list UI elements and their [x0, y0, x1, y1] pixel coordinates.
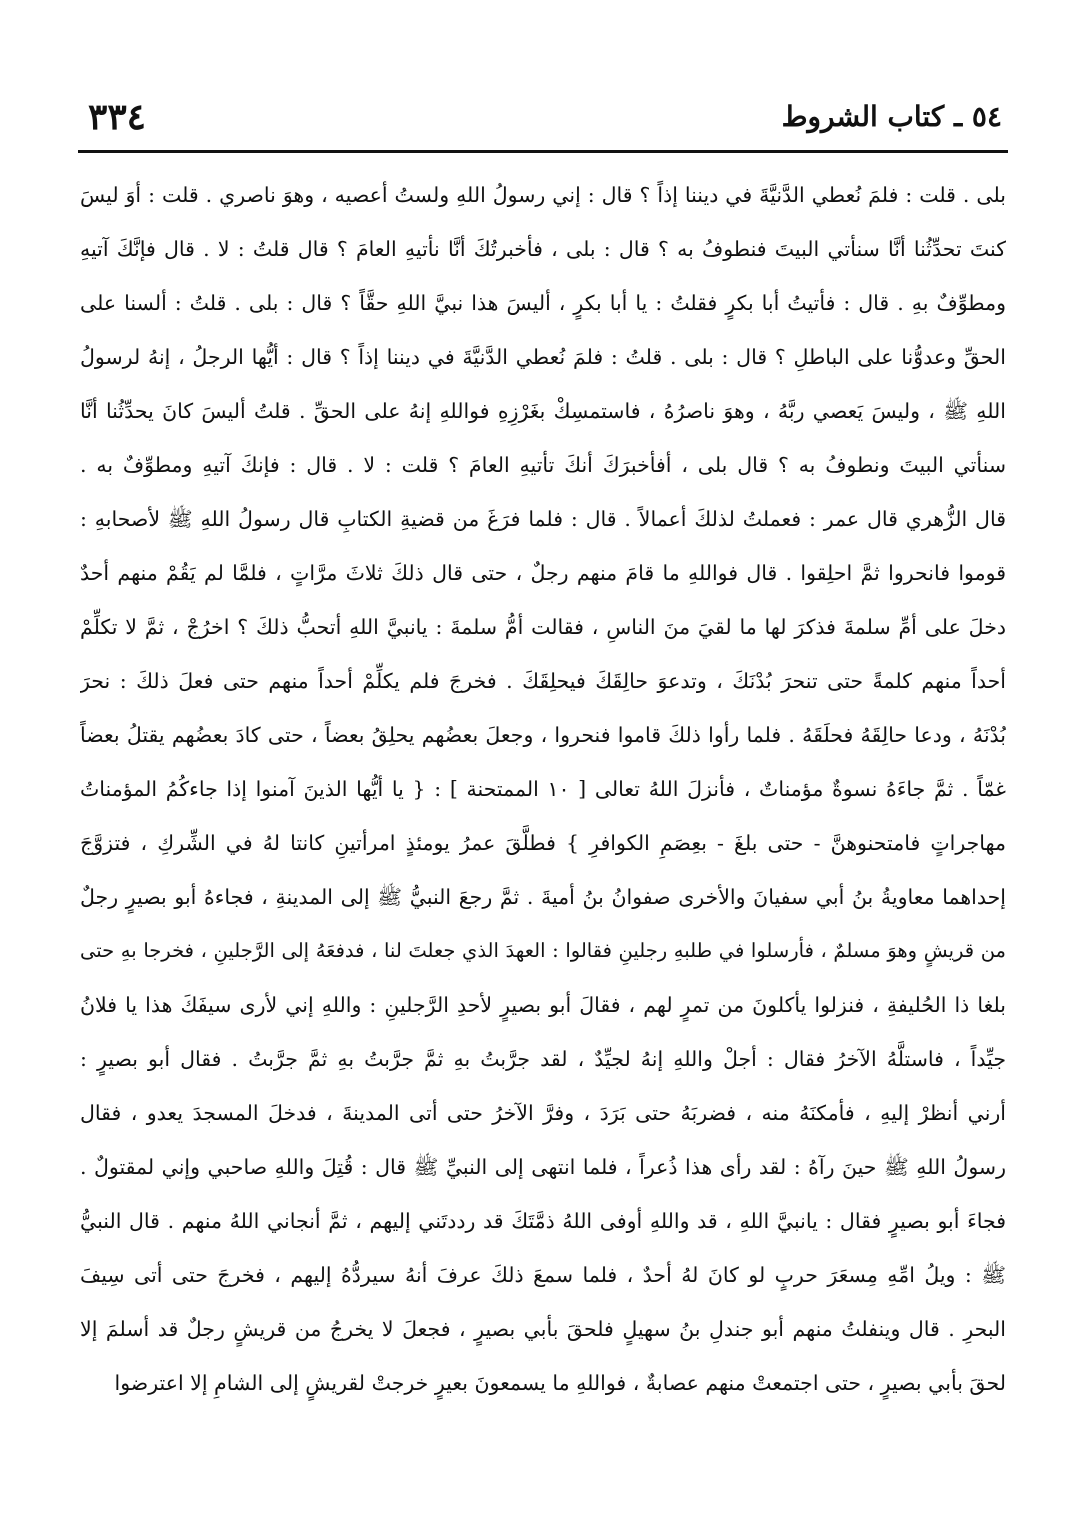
text-line: غمّاً . ثمَّ جاءَهُ نسوةٌ مؤمناتٌ ، فأنزلَ اللهُ تعالى [ ١٠ الممتحنة ] : { يا أيُّها الذينَ آمنوا إذا جاءكُمُ المؤمناتُ	[80, 777, 1006, 801]
text-line: جيِّداً ، فاستلَّهُ الآخرُ فقال : أجلْ واللهِ إنهُ لجيِّدٌ ، لقد جرَّبتُ بهِ ثمَّ جرَّبتُ بهِ ثمَّ جرَّبتُ . فقال أبو بصيرٍ :	[80, 1047, 1006, 1071]
text-line: بلى . قلت : فلمَ نُعطي الدَّنيَّةَ في ديننا إذاً ؟ قال : إني رسولُ اللهِ ولستُ أعصيه ، وهوَ ناصري . قلت : أوَ ليسَ	[80, 183, 1006, 207]
text-line: من قريشٍ وهوَ مسلمٌ ، فأرسلوا في طلبهِ رجلينِ فقالوا : العهدَ الذي جعلتَ لنا ، فدفعَهُ إلى الرَّجلينِ ، فخرجا بهِ حتى	[80, 939, 1006, 962]
text-line: سنأتي البيتَ ونطوفُ به ؟ قال بلى ، أفأخبرَكَ أنكَ تأتيهِ العامَ ؟ قلت : لا . قال : فإنكَ آتيهِ ومطوِّفٌ به .	[80, 453, 1006, 477]
text-line: البحرِ . قال وينفلتُ منهم أبو جندلِ بنُ سهيلٍ فلحقَ بأبي بصيرٍ ، فجعلَ لا يخرجُ من قريشٍ رجلٌ قد أسلمَ إلا	[80, 1317, 1006, 1341]
body-text	[80, 168, 1006, 1410]
text-line: أرني أنظرْ إليهِ ، فأمكنَهُ منه ، فضربَهُ حتى بَرَدَ ، وفرَّ الآخرُ حتى أتى المدينةَ ، فدخلَ المسجدَ يعدو ، فقال	[80, 1101, 1006, 1125]
text-line: لحقَ بأبي بصيرٍ ، حتى اجتمعتْ منهم عصابةٌ ، فواللهِ ما يسمعونَ بعيرٍ خرجتْ لقريشٍ إلى الشامِ إلا اعترضوا	[114, 1371, 1006, 1395]
text-line: دخلَ على أمِّ سلمةَ فذكرَ لها ما لقيَ منَ الناسِ ، فقالت أمُّ سلمةَ : يانبيَّ اللهِ أتحبُّ ذلكَ ؟ اخرُجْ ، ثمَّ لا تكلِّمْ	[80, 615, 1006, 639]
text-line: كنتَ تحدِّثُنا أنَّا سنأتي البيتَ فنطوفُ به ؟ قال : بلى ، فأخبرتُكَ أنَّا نأتيهِ العامَ ؟ قال قلتُ : لا . قال فإنَّكَ آتيهِ	[80, 237, 1006, 261]
header-rule	[78, 150, 1008, 153]
text-line: أحداً منهم كلمةً حتى تنحرَ بُدْنَكَ ، وتدعوَ حالِقَكَ فيحلِقَكَ . فخرجَ فلم يكلِّمْ أحداً منهم حتى فعلَ ذلكَ : نحرَ	[80, 669, 1006, 693]
text-line: رسولُ اللهِ ﷺ حينَ رآهُ : لقد رأى هذا ذُعراً ، فلما انتهى إلى النبيِّ ﷺ قال : قُتِلَ واللهِ صاحبي وإني لمقتولٌ .	[80, 1155, 1006, 1179]
page-header	[88, 96, 1002, 144]
text-line: الحقِّ وعدوُّنا على الباطلِ ؟ قال : بلى . قلتُ : فلمَ نُعطي الدَّنيَّةَ في ديننا إذاً ؟ قال : أيُّها الرجلُ ، إنهُ لرسولُ	[80, 345, 1006, 369]
page-number: ٣٣٤	[88, 96, 147, 138]
text-line: بلغا ذا الحُليفةِ ، فنزلوا يأكلونَ من تمرٍ لهم ، فقالَ أبو بصيرٍ لأحدِ الرَّجلينِ : واللهِ إني لأرى سيفَكَ هذا يا فلانُ	[80, 993, 1006, 1017]
running-title: ٥٤ ـ كتاب الشروط	[781, 100, 1002, 133]
text-line: فجاءَ أبو بصيرٍ فقال : يانبيَّ اللهِ ، قد واللهِ أوفى اللهُ ذمَّتَكَ قد رددتَني إليهم ، ثمَّ أنجاني اللهُ منهم . قال النبيُّ	[80, 1209, 1006, 1233]
text-line: قال الزُّهري قال عمر : فعملتُ لذلكَ أعمالاً . قال : فلما فرَغَ من قضيةِ الكتابِ قال رسولُ اللهِ ﷺ لأصحابهِ :	[80, 507, 1006, 531]
text-line: قوموا فانحروا ثمَّ احلِقوا . قال فواللهِ ما قامَ منهم رجلٌ ، حتى قال ذلكَ ثلاثَ مرَّاتٍ ، فلمَّا لم يَقُمْ منهم أحدٌ	[80, 561, 1006, 585]
text-line: ﷺ : ويلُ امِّهِ مِسعَرَ حربٍ لو كانَ لهُ أحدٌ ، فلما سمعَ ذلكَ عرفَ أنهُ سيردُّهُ إليهم ، فخرجَ حتى أتى سِيفَ	[80, 1263, 1006, 1287]
text-line: ومطوِّفٌ بهِ . قال : فأتيتُ أبا بكرٍ فقلتُ : يا أبا بكرٍ ، أليسَ هذا نبيَّ اللهِ حقَّاً ؟ قال : بلى . قلتُ : ألسنا على	[80, 291, 1006, 315]
text-line: بُدْنَهُ ، ودعا حالِقَهُ فحلَقَهُ . فلما رأوا ذلكَ قاموا فنحروا ، وجعلَ بعضُهم يحلِقُ بعضاً ، حتى كادَ بعضُهم يقتلُ بعضاً	[80, 723, 1006, 747]
text-line: اللهِ ﷺ ، وليسَ يَعصي ربَّهُ ، وهوَ ناصرُهُ ، فاستمسِكْ بغَرْزِهِ فواللهِ إنهُ على الحقِّ . قلتُ أليسَ كانَ يحدِّثُنا أنَّا	[80, 399, 1006, 423]
text-line: مهاجراتٍ فامتحنوهنَّ - حتى بلغَ - بعِصَمِ الكوافرِ } فطلَّقَ عمرُ يومئذٍ امرأتينِ كانتا لهُ في الشِّركِ ، فتزوَّجَ	[80, 831, 1006, 855]
text-line: إحداهما معاويةُ بنُ أبي سفيانَ والأخرى صفوانُ بنُ أميةَ . ثمَّ رجعَ النبيُّ ﷺ إلى المدينةِ ، فجاءهُ أبو بصيرٍ رجلٌ	[80, 885, 1006, 909]
